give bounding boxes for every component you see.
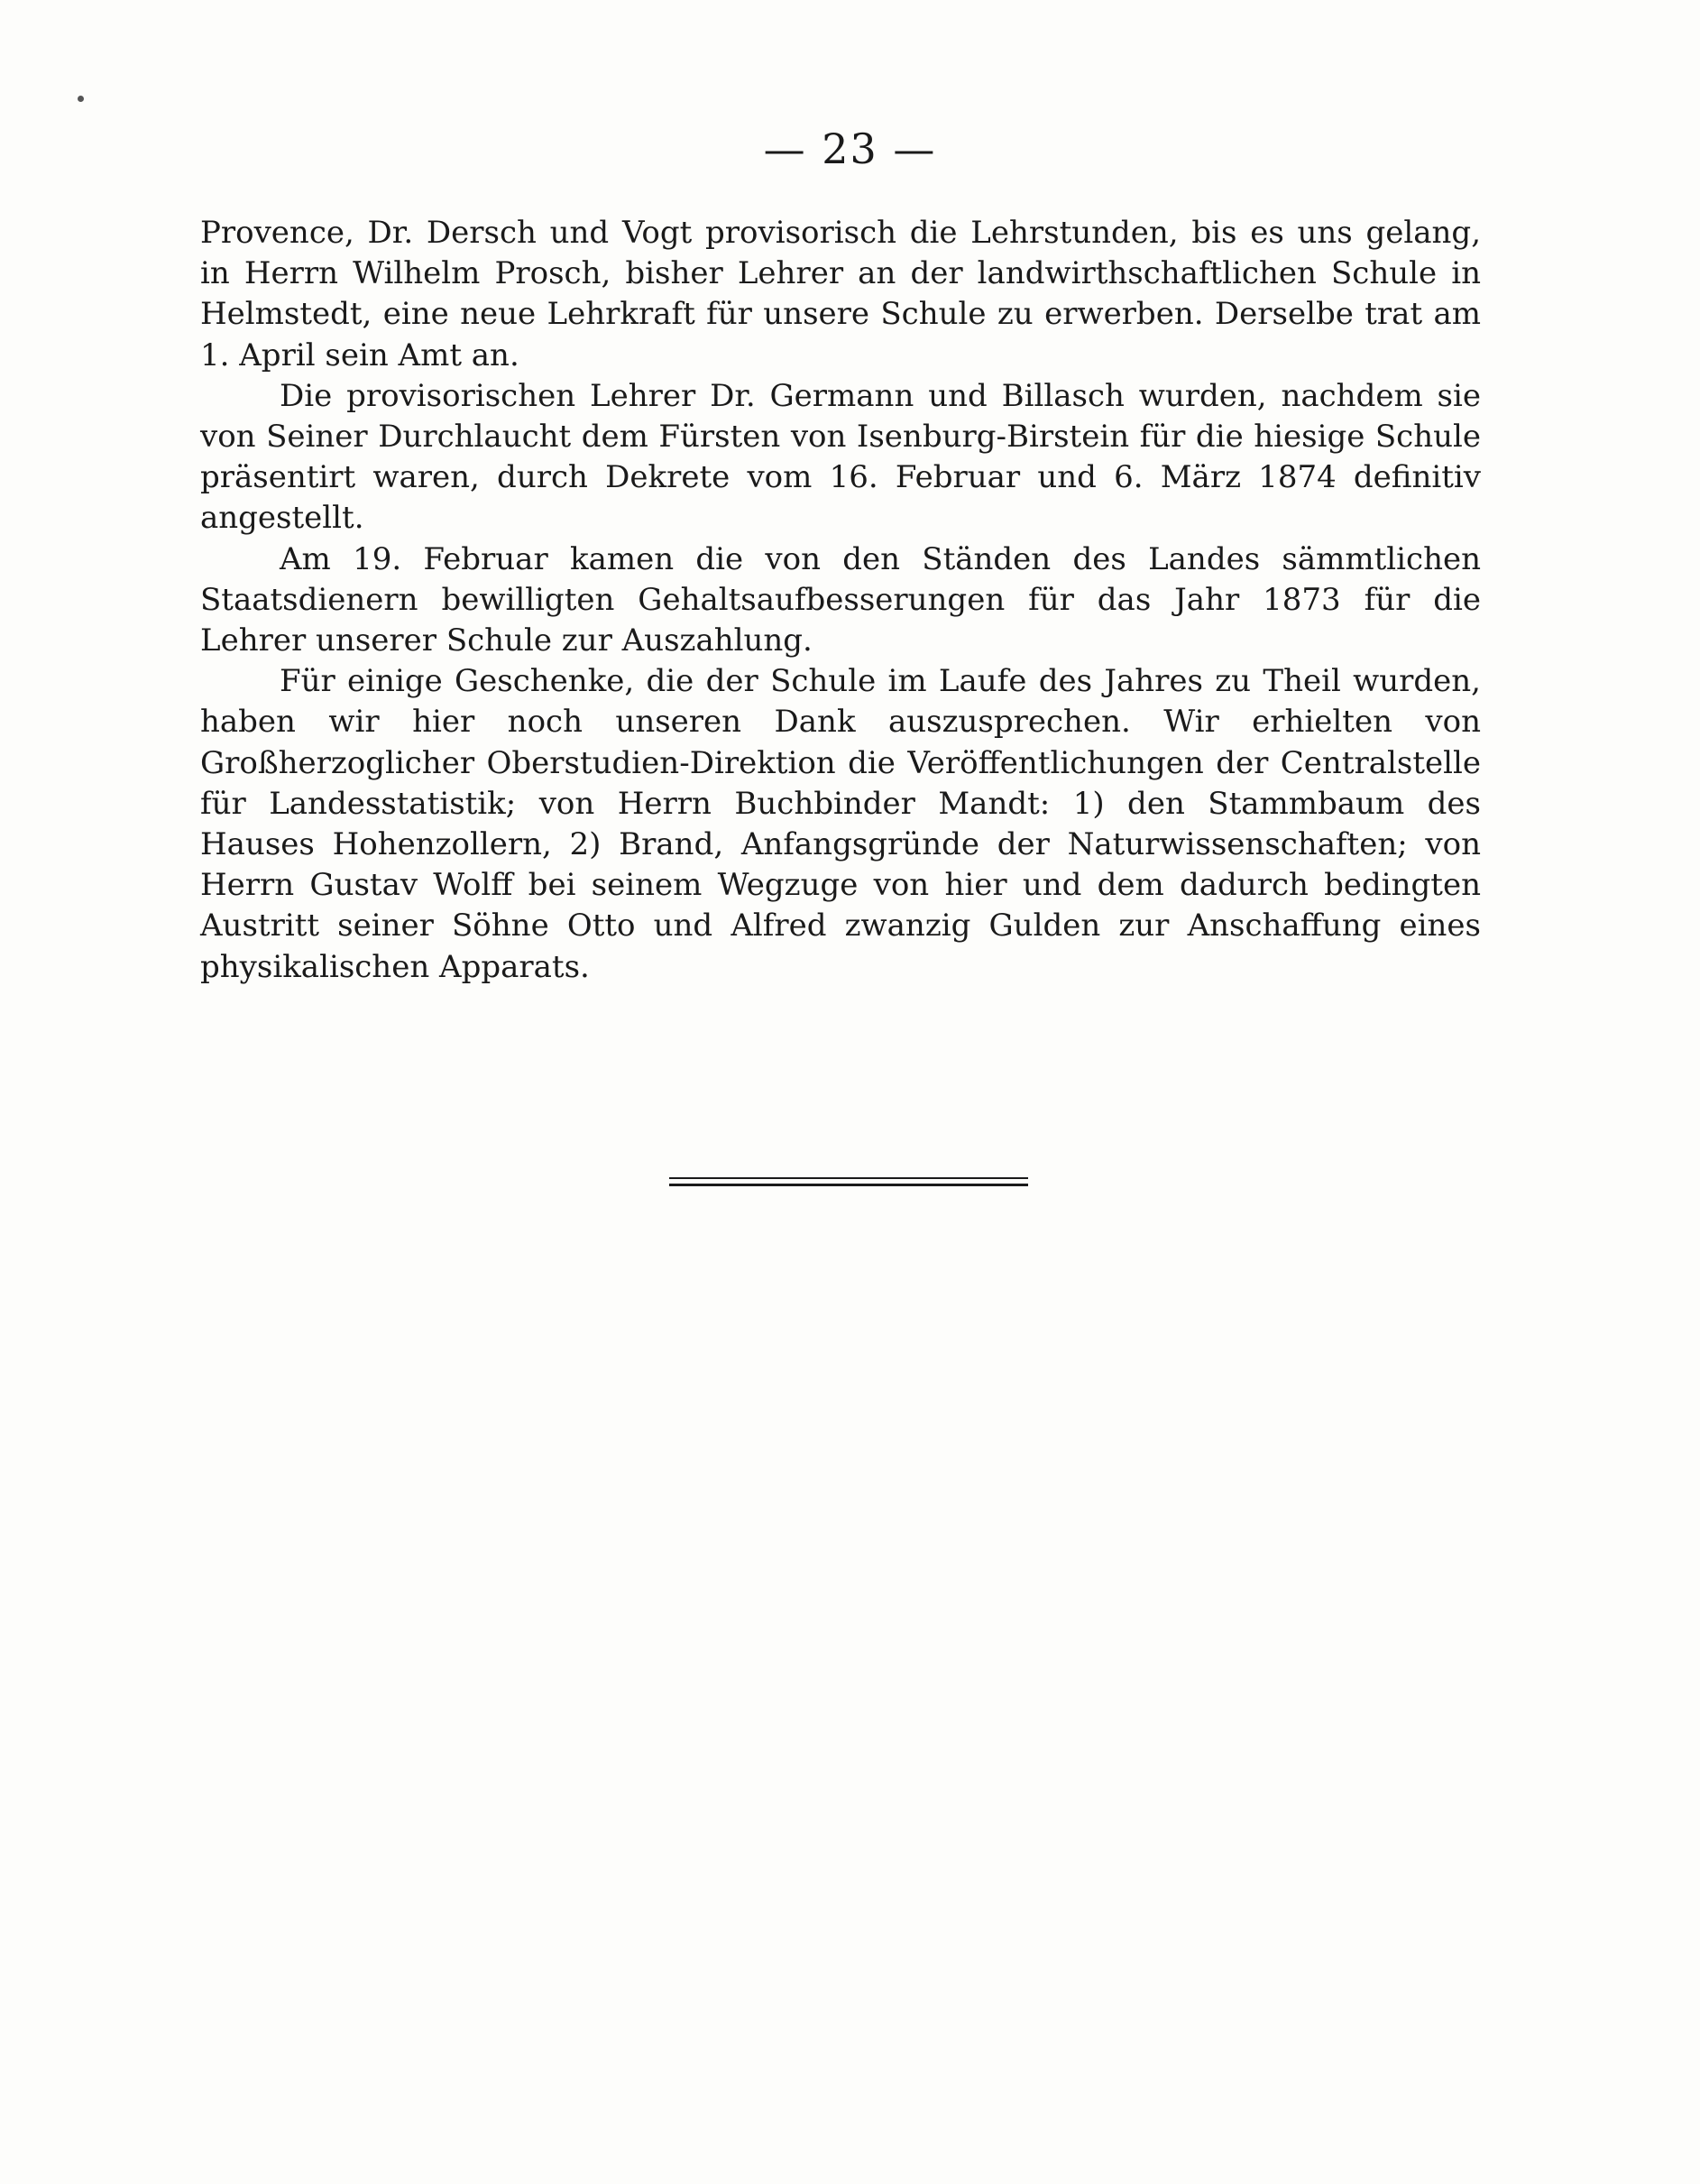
end-rule-thin-line bbox=[669, 1177, 1028, 1179]
paragraph-3: Am 19. Februar kamen die von den Ständen des Landes sämmtlichen Staatsdienern bewilligten Gehaltsaufbesserungen für das Jahr 1873 für die Lehrer unserer Schule zur Auszahlung. bbox=[200, 540, 1481, 659]
end-rule bbox=[669, 1177, 1028, 1188]
page-number: — 23 — bbox=[763, 124, 937, 173]
body-text bbox=[200, 213, 1481, 988]
print-speck bbox=[78, 96, 84, 102]
paragraph-4: Für einige Geschenke, die der Schule im Laufe des Jahres zu Theil wurden, haben wir hier noch unseren Dank auszusprechen. Wir erhielten von Großherzoglicher Oberstudien-Direktion die Veröffentlichungen der Centralstelle für Landesstatistik; von Herrn Buchbinder Mandt: 1) den Stammbaum des Hauses Hohenzollern, 2) Brand, Anfangsgründe der Naturwissenschaften; von Herrn Gustav Wolff bei seinem Wegzuge von hier und dem dadurch bedingten Austritt seiner Söhne Otto und Alfred zwanzig Gulden zur Anschaffung eines physikalischen Apparats. bbox=[200, 663, 1481, 985]
end-rule-thick-line bbox=[669, 1184, 1028, 1186]
paragraph-2: Die provisorischen Lehrer Dr. Germann und Billasch wurden, nachdem sie von Seiner Durchlaucht dem Fürsten von Isenburg-Birstein für die hiesige Schule präsentirt waren, durch Dekrete vom 16. Februar und 6. März 1874 definitiv angestellt. bbox=[200, 377, 1481, 537]
paragraph-1: Provence, Dr. Dersch und Vogt provisorisch die Lehrstunden, bis es uns gelang, in Herrn Wilhelm Prosch, bisher Lehrer an der landwirthschaftlichen Schule in Helmstedt, eine neue Lehrkraft für unsere Schule zu erwerben. Derselbe trat am 1. April sein Amt an. bbox=[200, 215, 1481, 373]
